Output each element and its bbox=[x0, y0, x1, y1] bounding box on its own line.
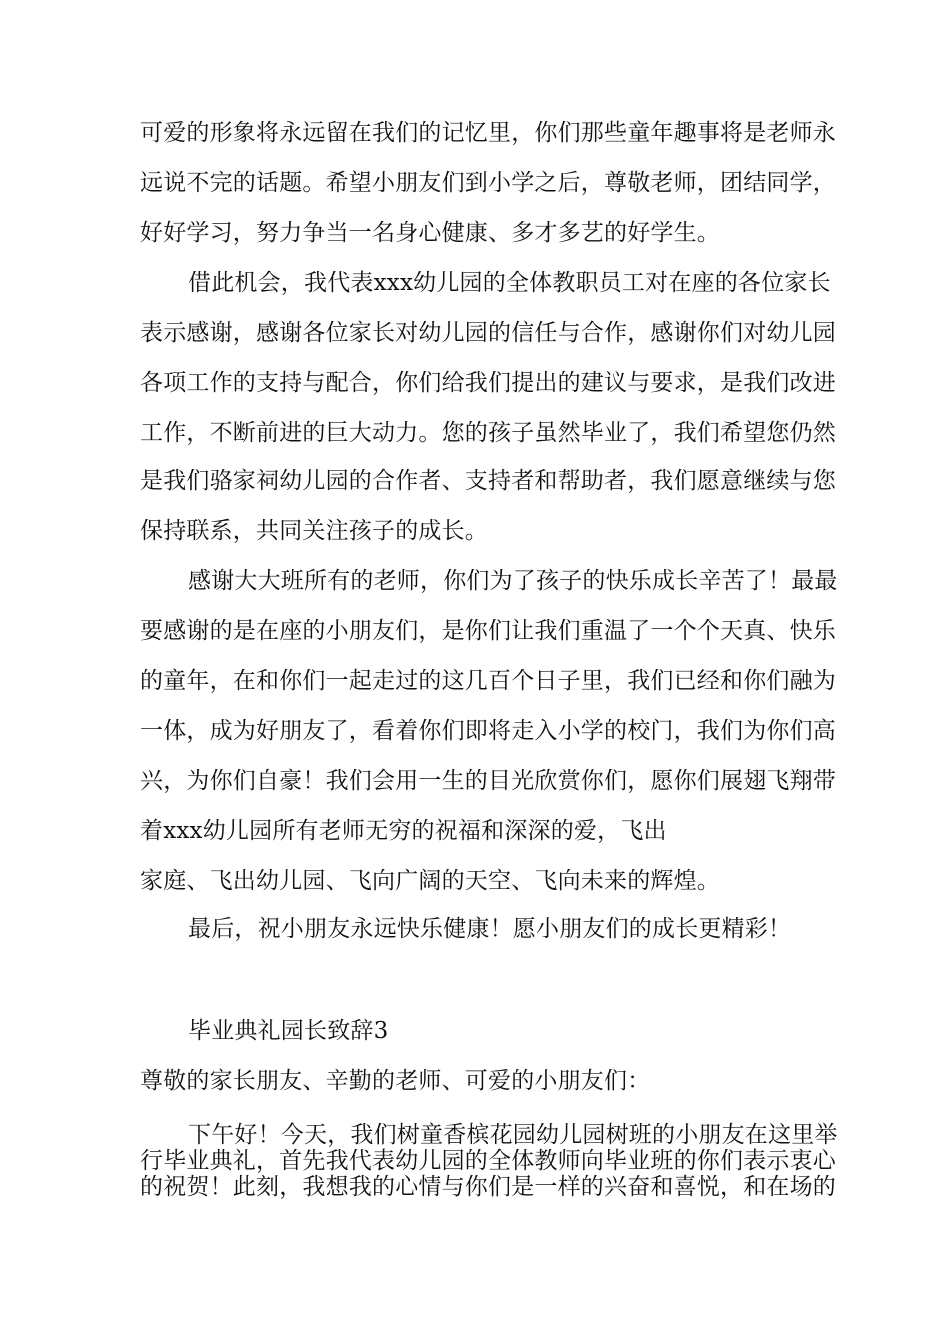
section-heading: 毕业典礼园长致辞3 bbox=[188, 1018, 389, 1044]
paragraph-line: 是我们骆家祠幼儿园的合作者、支持者和帮助者，我们愿意继续与您 bbox=[140, 468, 836, 494]
paragraph-line: 兴，为你们自豪！我们会用一生的目光欣赏你们，愿你们展翅飞翔带 bbox=[140, 768, 836, 794]
paragraph-line: 表示感谢，感谢各位家长对幼儿园的信任与合作，感谢你们对幼儿园 bbox=[140, 320, 836, 346]
paragraph-line: 着xxx幼儿园所有老师无穷的祝福和深深的爱，飞出 bbox=[140, 818, 667, 844]
paragraph-line: 的童年，在和你们一起走过的这几百个日子里，我们已经和你们融为 bbox=[140, 668, 836, 694]
paragraph-line: 各项工作的支持与配合，你们给我们提出的建议与要求，是我们改进 bbox=[140, 370, 836, 396]
paragraph-line: 下午好！今天，我们树童香槟花园幼儿园树班的小朋友在这里举 bbox=[188, 1122, 838, 1148]
paragraph-line: 保持联系，共同关注孩子的成长。 bbox=[140, 518, 488, 544]
paragraph-line: 行毕业典礼，首先我代表幼儿园的全体教师向毕业班的你们表示衷心 bbox=[140, 1148, 836, 1174]
paragraph-line: 好好学习，努力争当一名身心健康、多才多艺的好学生。 bbox=[140, 220, 720, 246]
paragraph-line: 一体，成为好朋友了，看着你们即将走入小学的校门，我们为你们高 bbox=[140, 718, 836, 744]
paragraph-line: 工作，不断前进的巨大动力。您的孩子虽然毕业了，我们希望您仍然 bbox=[140, 420, 836, 446]
paragraph-line: 家庭、飞出幼儿园、飞向广阔的天空、飞向未来的辉煌。 bbox=[140, 868, 720, 894]
paragraph-line: 感谢大大班所有的老师，你们为了孩子的快乐成长辛苦了！最最 bbox=[188, 568, 838, 594]
closing-wish: 最后，祝小朋友永远快乐健康！愿小朋友们的成长更精彩！ bbox=[188, 916, 792, 942]
paragraph-line: 要感谢的是在座的小朋友们，是你们让我们重温了一个个天真、快乐 bbox=[140, 618, 836, 644]
salutation: 尊敬的家长朋友、辛勤的老师、可爱的小朋友们： bbox=[140, 1068, 651, 1094]
paragraph-line: 远说不完的话题。希望小朋友们到小学之后，尊敬老师，团结同学， bbox=[140, 170, 836, 196]
paragraph-line: 可爱的形象将永远留在我们的记忆里，你们那些童年趣事将是老师永 bbox=[140, 120, 836, 146]
paragraph-line: 借此机会，我代表xxx幼儿园的全体教职员工对在座的各位家长 bbox=[188, 270, 831, 296]
paragraph-line: 的祝贺！此刻，我想我的心情与你们是一样的兴奋和喜悦，和在场的 bbox=[140, 1174, 836, 1200]
